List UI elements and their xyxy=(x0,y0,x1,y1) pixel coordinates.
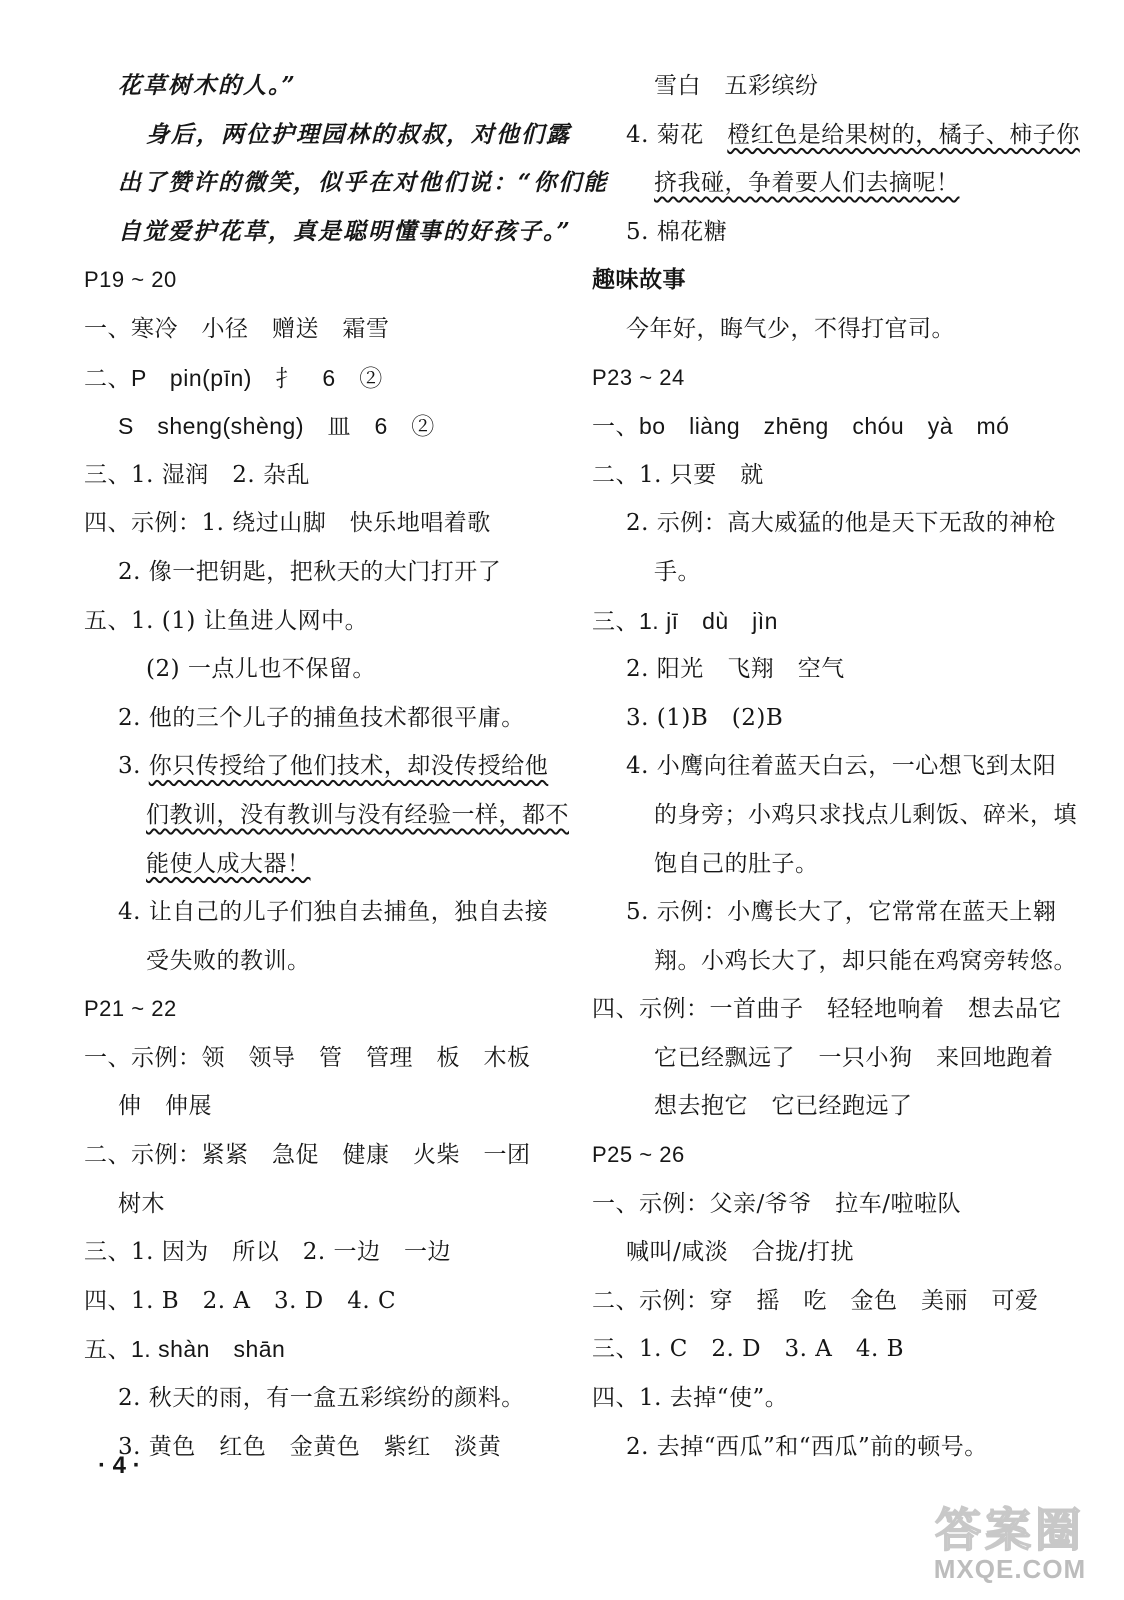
answer-line: 树木 xyxy=(118,1190,165,1217)
answer-line: 五、1. shàn shān xyxy=(84,1336,286,1363)
answer-line: 它已经飘远了 一只小狗 来回地跑着 xyxy=(654,1044,1054,1071)
answer-line: 一、示例：父亲/爷爷 拉车/啦啦队 xyxy=(592,1190,961,1217)
answer-line: 四、1. B 2. A 3. D 4. C xyxy=(84,1287,397,1314)
answer-line: 手。 xyxy=(654,558,701,585)
section-heading: P23 ~ 24 xyxy=(592,364,685,390)
watermark-url: MXQE.COM xyxy=(933,1554,1087,1584)
answer-line: 三、1. 湿润 2. 杂乱 xyxy=(84,461,311,488)
answer-line: 2. 秋天的雨，有一盒五彩缤纷的颜料。 xyxy=(118,1385,525,1412)
underlined-answer: 你只传授给了他们技术，却没传授给他 xyxy=(148,753,549,780)
answer-line xyxy=(592,159,1072,208)
answer-line: 2. 他的三个儿子的捕鱼技术都很平庸。 xyxy=(118,704,525,731)
answer-line: S sheng(shèng) 皿 6 ② xyxy=(118,413,435,440)
answer-line: 三、1. 因为 所以 2. 一边 一边 xyxy=(84,1239,452,1266)
answer-line: 一、示例：领 领导 管 管理 板 木板 xyxy=(84,1044,531,1071)
answer-line: 四、示例：一首曲子 轻轻地响着 想去品它 xyxy=(592,996,1062,1023)
answer-line: 四、示例：1. 绕过山脚 快乐地唱着歌 xyxy=(84,510,491,537)
line-text: 4. 菊花 xyxy=(626,121,728,148)
right-column xyxy=(592,62,1080,1471)
answer-line: 今年好，晦气少，不得打官司。 xyxy=(626,315,955,342)
answer-line: 一、bo liàng zhēng chóu yà mó xyxy=(592,413,1010,440)
answer-line: 2. 示例：高大威猛的他是天下无敌的神枪 xyxy=(626,510,1057,537)
left-column xyxy=(84,62,609,1471)
underlined-answer: 挤我碰，争着要人们去摘呢！ xyxy=(654,170,960,197)
answer-line: 4. 让自己的儿子们独自去捕鱼，独自去接 xyxy=(118,899,549,926)
answer-line: 受失败的教训。 xyxy=(146,947,311,974)
answer-line: 3. (1)B (2)B xyxy=(626,704,784,731)
answer-line: 喊叫/咸淡 合拢/打扰 xyxy=(626,1239,854,1266)
answer-line: 伸 伸展 xyxy=(118,1093,212,1120)
answer-line: 2. 像一把钥匙，把秋天的大门打开了 xyxy=(118,558,502,585)
answer-line: 5. 棉花糖 xyxy=(626,218,728,245)
page-number: · 4 · xyxy=(98,1452,141,1479)
answer-line: 二、示例：穿 摇 吃 金色 美丽 可爱 xyxy=(592,1287,1039,1314)
section-title: 趣味故事 xyxy=(592,267,686,294)
answer-line: 自觉爱护花草，真是聪明懂事的好孩子。” xyxy=(118,217,572,245)
answer-line: 四、1. 去掉“使”。 xyxy=(592,1385,789,1412)
answer-line: 5. 示例：小鹰长大了，它常常在蓝天上翱 xyxy=(626,899,1057,926)
answer-line: 想去抱它 它已经跑远了 xyxy=(654,1093,913,1120)
answer-line: 饱自己的肚子。 xyxy=(654,850,819,877)
answer-line: 花草树木的人。” xyxy=(118,72,297,99)
answer-line: 4. 小鹰向往着蓝天白云，一心想飞到太阳 xyxy=(626,753,1057,780)
answer-line: (2) 一点儿也不保留。 xyxy=(146,656,376,683)
answer-line: 二、P pin(pīn) 扌 6 ② xyxy=(84,364,383,391)
answer-line: 一、寒冷 小径 赠送 霜雪 xyxy=(84,315,390,342)
answer-line: 2. 阳光 飞翔 空气 xyxy=(626,656,845,683)
answer-line: 五、1. (1) 让鱼进人网中。 xyxy=(84,607,369,634)
answer-line: 3. 黄色 红色 金黄色 紫红 淡黄 xyxy=(118,1433,502,1460)
watermark-logo xyxy=(920,1494,1100,1588)
underlined-answer: 能使人成大器！ xyxy=(146,850,311,877)
section-heading: P19 ~ 20 xyxy=(84,267,177,293)
answer-line: 翔。小鸡长大了，却只能在鸡窝旁转悠。 xyxy=(654,947,1077,974)
answer-line xyxy=(84,742,564,791)
answer-line: 三、1. jī dù jìn xyxy=(592,607,778,634)
underlined-answer: 橙红色是给果树的，橘子、柿子你 xyxy=(727,121,1080,148)
answer-line: 雪白 五彩缤纷 xyxy=(654,73,819,99)
answer-line xyxy=(84,840,564,889)
answer-line: 2. 去掉“西瓜”和“西瓜”前的顿号。 xyxy=(626,1433,988,1460)
line-text: 3. xyxy=(118,753,149,780)
answer-line: 二、示例：紧紧 急促 健康 火柴 一团 xyxy=(84,1142,531,1169)
answer-line: 三、1. C 2. D 3. A 4. B xyxy=(592,1336,905,1363)
answer-line xyxy=(84,791,569,840)
underlined-answer: 们教训，没有教训与没有经验一样，都不 xyxy=(146,801,569,828)
answer-line: 身后，两位护理园林的叔叔，对他们露 xyxy=(146,120,571,148)
answer-line: 的身旁；小鸡只求找点儿剩饭、碎米，填 xyxy=(654,801,1077,828)
answer-line xyxy=(592,111,1080,160)
section-heading: P25 ~ 26 xyxy=(592,1142,685,1168)
section-heading: P21 ~ 22 xyxy=(84,996,177,1022)
watermark-logo-text: 答案圈 xyxy=(935,1503,1085,1557)
answer-line: 二、1. 只要 就 xyxy=(592,461,764,488)
answer-line: 出了赞许的微笑，似乎在对他们说：“你们能 xyxy=(118,169,609,197)
